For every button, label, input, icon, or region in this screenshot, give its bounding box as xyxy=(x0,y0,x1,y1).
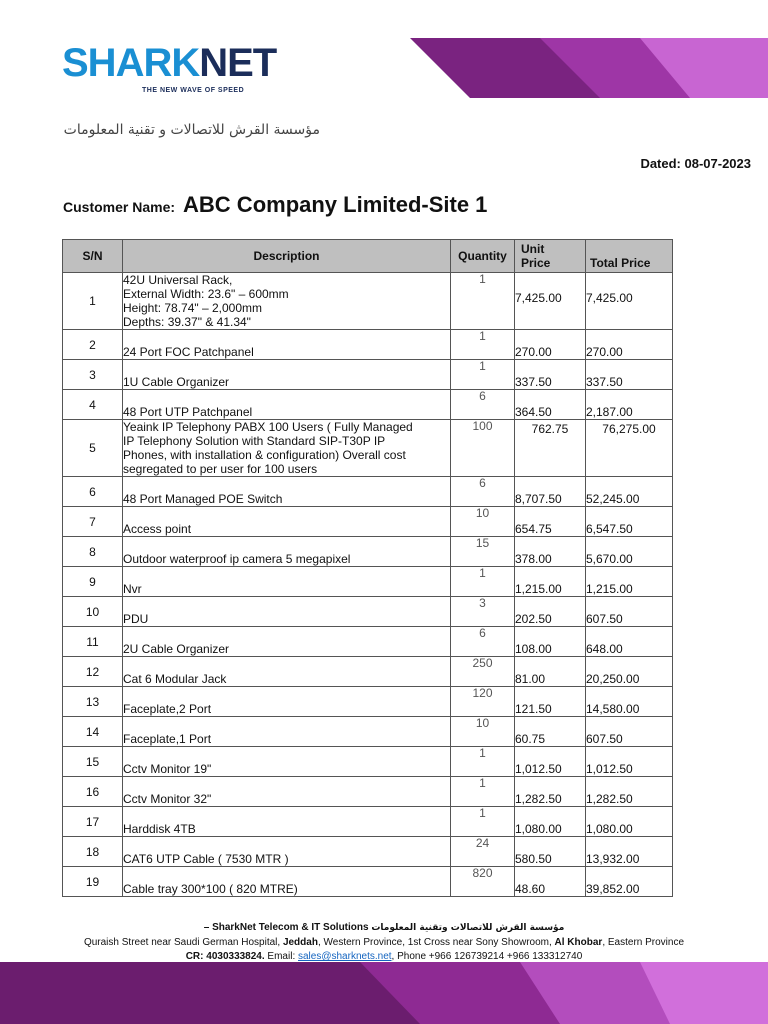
row-description xyxy=(123,597,451,627)
row-total-price: 337.50 xyxy=(586,360,673,390)
table-row xyxy=(63,420,673,477)
row-quantity: 1 xyxy=(451,777,515,807)
table-row xyxy=(63,807,673,837)
row-sn: 17 xyxy=(63,807,123,837)
description-line: Depths: 39.37" & 41.34" xyxy=(123,315,251,329)
row-total-price: 5,670.00 xyxy=(586,537,673,567)
row-unit-price: 7,425.00 xyxy=(515,273,586,330)
description-line: 24 Port FOC Patchpanel xyxy=(123,345,254,359)
row-quantity: 24 xyxy=(451,837,515,867)
row-sn: 5 xyxy=(63,420,123,477)
row-unit-price: 1,282.50 xyxy=(515,777,586,807)
row-quantity: 100 xyxy=(451,420,515,477)
row-quantity: 10 xyxy=(451,717,515,747)
description-line: Harddisk 4TB xyxy=(123,822,196,836)
row-total-price: 6,547.50 xyxy=(586,507,673,537)
footer-decoration xyxy=(0,962,768,1024)
row-description xyxy=(123,567,451,597)
row-quantity: 1 xyxy=(451,567,515,597)
row-total-price: 607.50 xyxy=(586,717,673,747)
row-sn: 7 xyxy=(63,507,123,537)
description-line: PDU xyxy=(123,612,149,626)
description-line: Cat 6 Modular Jack xyxy=(123,672,227,686)
row-description xyxy=(123,807,451,837)
row-description xyxy=(123,477,451,507)
logo-tagline: THE NEW WAVE OF SPEED xyxy=(142,87,245,94)
row-unit-price: 270.00 xyxy=(515,330,586,360)
row-description xyxy=(123,507,451,537)
row-description xyxy=(123,360,451,390)
row-unit-price: 48.60 xyxy=(515,867,586,897)
row-description xyxy=(123,867,451,897)
footer-arabic-name: مؤسسة القرش للاتصالات وتقنية المعلومات xyxy=(371,923,565,933)
row-sn: 11 xyxy=(63,627,123,657)
footer-phone: , Phone +966 126739214 +966 133312740 xyxy=(391,951,583,962)
row-description xyxy=(123,837,451,867)
header-unit-price: Unit Price xyxy=(515,240,586,273)
table-row xyxy=(63,687,673,717)
company-arabic-name: مؤسسة القرش للاتصالات و تقنية المعلومات xyxy=(63,122,320,138)
row-quantity: 1 xyxy=(451,807,515,837)
row-unit-price: 378.00 xyxy=(515,537,586,567)
table-row xyxy=(63,567,673,597)
document-date: Dated: 08-07-2023 xyxy=(640,156,751,171)
table-row xyxy=(63,537,673,567)
row-total-price: 648.00 xyxy=(586,627,673,657)
row-total-price: 2,187.00 xyxy=(586,390,673,420)
row-quantity: 1 xyxy=(451,273,515,330)
table-row xyxy=(63,360,673,390)
row-total-price: 14,580.00 xyxy=(586,687,673,717)
row-total-price: 76,275.00 xyxy=(586,420,673,477)
table-row xyxy=(63,837,673,867)
row-quantity: 15 xyxy=(451,537,515,567)
description-line: Height: 78.74" – 2,000mm xyxy=(123,301,263,315)
logo-text-shark: SHARK xyxy=(62,41,200,85)
row-total-price: 1,282.50 xyxy=(586,777,673,807)
row-total-price: 39,852.00 xyxy=(586,867,673,897)
company-logo xyxy=(62,40,277,102)
row-description xyxy=(123,657,451,687)
table-row xyxy=(63,477,673,507)
row-total-price: 270.00 xyxy=(586,330,673,360)
row-sn: 16 xyxy=(63,777,123,807)
header-description: Description xyxy=(123,240,451,273)
description-line: 42U Universal Rack, xyxy=(123,273,233,287)
footer-cr: CR: 4030333824. xyxy=(185,951,265,962)
header-sn: S/N xyxy=(63,240,123,273)
row-unit-price: 202.50 xyxy=(515,597,586,627)
description-line: Faceplate,1 Port xyxy=(123,732,212,746)
header-total-price: Total Price xyxy=(586,240,673,273)
description-line: Phones, with installation & configuration) Overall cost xyxy=(123,448,406,462)
customer-name: ABC Company Limited-Site 1 xyxy=(183,192,488,217)
row-unit-price: 1,080.00 xyxy=(515,807,586,837)
description-line: 48 Port UTP Patchpanel xyxy=(123,405,253,419)
row-total-price: 607.50 xyxy=(586,597,673,627)
description-line: IP Telephony Solution with Standard SIP-T30P IP xyxy=(123,434,386,448)
description-line: CAT6 UTP Cable ( 7530 MTR ) xyxy=(123,852,289,866)
description-line: Nvr xyxy=(123,582,142,596)
row-sn: 15 xyxy=(63,747,123,777)
row-description xyxy=(123,330,451,360)
row-description xyxy=(123,390,451,420)
customer-label: Customer Name: xyxy=(63,199,176,215)
footer-company-line: – SharkNet Telecom & IT Solutions مؤسسة القرش للاتصالات وتقنية المعلومات xyxy=(203,922,565,933)
row-quantity: 1 xyxy=(451,747,515,777)
row-sn: 13 xyxy=(63,687,123,717)
row-description xyxy=(123,747,451,777)
row-sn: 9 xyxy=(63,567,123,597)
row-total-price: 1,215.00 xyxy=(586,567,673,597)
row-unit-price: 364.50 xyxy=(515,390,586,420)
row-unit-price: 762.75 xyxy=(515,420,586,477)
row-quantity: 820 xyxy=(451,867,515,897)
customer-line xyxy=(63,192,487,218)
row-unit-price: 654.75 xyxy=(515,507,586,537)
table-row xyxy=(63,507,673,537)
table-row xyxy=(63,717,673,747)
row-sn: 2 xyxy=(63,330,123,360)
row-quantity: 3 xyxy=(451,597,515,627)
row-sn: 3 xyxy=(63,360,123,390)
table-row xyxy=(63,747,673,777)
row-unit-price: 8,707.50 xyxy=(515,477,586,507)
table-row xyxy=(63,597,673,627)
description-line: segregated to per user for 100 users xyxy=(123,462,318,476)
row-description xyxy=(123,420,451,477)
row-unit-price: 121.50 xyxy=(515,687,586,717)
description-line: Faceplate,2 Port xyxy=(123,702,212,716)
description-line: 2U Cable Organizer xyxy=(123,642,230,656)
row-sn: 4 xyxy=(63,390,123,420)
row-sn: 6 xyxy=(63,477,123,507)
table-row xyxy=(63,657,673,687)
row-sn: 14 xyxy=(63,717,123,747)
description-line: Cable tray 300*100 ( 820 MTRE) xyxy=(123,882,298,896)
row-quantity: 10 xyxy=(451,507,515,537)
header-quantity: Quantity xyxy=(451,240,515,273)
table-row xyxy=(63,627,673,657)
row-description xyxy=(123,687,451,717)
row-sn: 8 xyxy=(63,537,123,567)
description-line: Cctv Monitor 19" xyxy=(123,762,212,776)
row-total-price: 13,932.00 xyxy=(586,837,673,867)
row-total-price: 20,250.00 xyxy=(586,657,673,687)
row-unit-price: 60.75 xyxy=(515,717,586,747)
row-quantity: 120 xyxy=(451,687,515,717)
row-description xyxy=(123,273,451,330)
table-row xyxy=(63,390,673,420)
row-quantity: 6 xyxy=(451,390,515,420)
row-quantity: 6 xyxy=(451,477,515,507)
table-row xyxy=(63,330,673,360)
row-description xyxy=(123,777,451,807)
footer-contact-line: CR: 4030333824. Email: sales@sharknets.net, Phone +966 126739214 +966 133312740 xyxy=(185,951,583,962)
row-quantity: 6 xyxy=(451,627,515,657)
logo-text-net: NET xyxy=(199,41,277,85)
table-row xyxy=(63,273,673,330)
row-unit-price: 81.00 xyxy=(515,657,586,687)
description-line: 1U Cable Organizer xyxy=(123,375,230,389)
description-line: External Width: 23.6" – 600mm xyxy=(123,287,289,301)
row-description xyxy=(123,717,451,747)
row-total-price: 1,012.50 xyxy=(586,747,673,777)
footer-email-link[interactable]: sales@sharknets.net xyxy=(298,951,392,962)
table-row xyxy=(63,867,673,897)
row-description xyxy=(123,627,451,657)
row-total-price: 1,080.00 xyxy=(586,807,673,837)
description-line: Cctv Monitor 32" xyxy=(123,792,212,806)
row-unit-price: 108.00 xyxy=(515,627,586,657)
row-sn: 1 xyxy=(63,273,123,330)
description-line: Outdoor waterproof ip camera 5 megapixel xyxy=(123,552,351,566)
row-sn: 12 xyxy=(63,657,123,687)
row-sn: 19 xyxy=(63,867,123,897)
row-total-price: 7,425.00 xyxy=(586,273,673,330)
quotation-table xyxy=(62,239,673,897)
row-sn: 18 xyxy=(63,837,123,867)
footer-address-line: Quraish Street near Saudi German Hospital, Jeddah, Western Province, 1st Cross near Sony Showroom, Al Khobar, Eastern Province xyxy=(83,937,685,948)
row-sn: 10 xyxy=(63,597,123,627)
row-unit-price: 1,012.50 xyxy=(515,747,586,777)
row-quantity: 250 xyxy=(451,657,515,687)
row-unit-price: 337.50 xyxy=(515,360,586,390)
table-row xyxy=(63,777,673,807)
description-line: Access point xyxy=(123,522,192,536)
row-quantity: 1 xyxy=(451,360,515,390)
row-quantity: 1 xyxy=(451,330,515,360)
row-unit-price: 580.50 xyxy=(515,837,586,867)
description-line: Yeaink IP Telephony PABX 100 Users ( Fully Managed xyxy=(123,420,413,434)
row-description xyxy=(123,537,451,567)
row-total-price: 52,245.00 xyxy=(586,477,673,507)
row-unit-price: 1,215.00 xyxy=(515,567,586,597)
footer-company-name: SharkNet Telecom & IT Solutions xyxy=(212,922,369,933)
description-line: 48 Port Managed POE Switch xyxy=(123,492,283,506)
